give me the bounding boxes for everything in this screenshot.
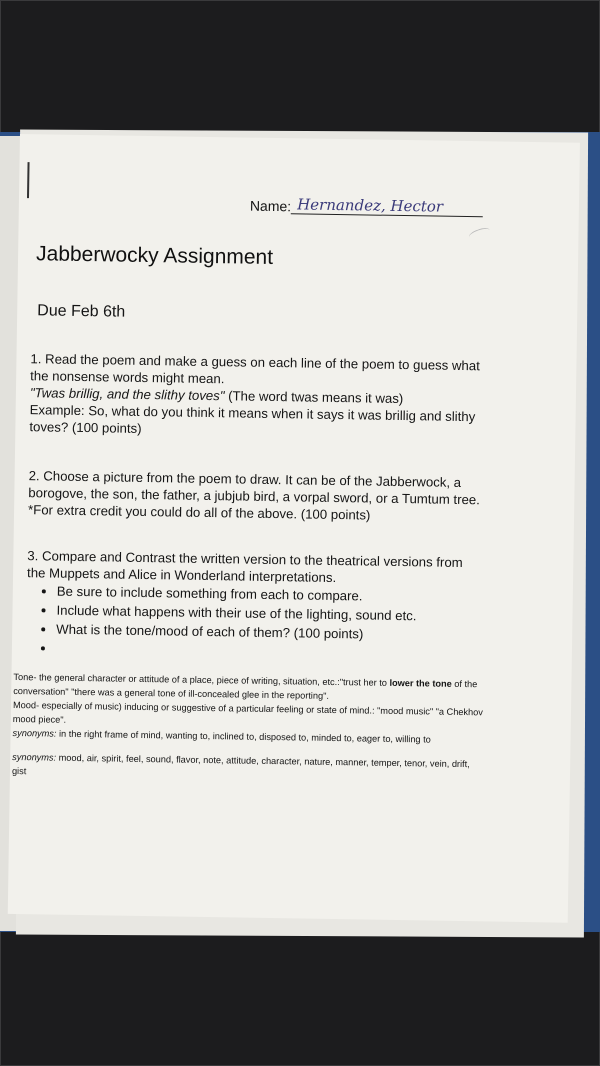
instruction-2-text: 2. Choose a picture from the poem to draw. It can be of the Jabberwock, a borogove, the son, the father, a jubjub bird, a vorpal sword, or a Tumtum tree. *For extra credit you could do all of the above. (100 points) — [27, 468, 480, 523]
bullet-item: • Be sure to include something from each to compare. — [57, 582, 482, 608]
instruction-3-bullets — [26, 581, 482, 664]
tone-def-b: of the conversation" "there was a general tone of ill-concealed glee in the reporting". — [13, 678, 478, 701]
poem-quote: "Twas brillig, and the slithy toves" — [29, 385, 225, 404]
synonyms-text-2: mood, air, spirit, feel, sound, flavor, note, attitude, character, nature, manner, temper, tenor, vein, drift, gist — [11, 752, 470, 777]
definitions — [12, 670, 484, 785]
name-label: Name: — [249, 197, 292, 215]
assignment-sheet — [8, 134, 580, 923]
instruction-1-example: Example: So, what do you think it means when it says it was brillig and slithy toves? (100 points) — [29, 402, 476, 436]
instruction-3 — [26, 547, 483, 664]
mood-def: - especially of music) inducing or suggestive of a particular feeling or state of mind.: "mood music" "a Chekhov mood piece". — [12, 700, 483, 725]
instruction-3-text: 3. Compare and Contrast the written version to the theatrical versions from the Muppets and Alice in Wonderland interpretations. — [26, 548, 463, 586]
synonyms-label-2: synonyms: — [12, 751, 57, 763]
mood-term: Mood — [12, 699, 37, 711]
tone-bold-phrase: lower the tone — [389, 677, 452, 689]
tone-def-a: - the general character or attitude of a place, piece of writing, situation, etc.:"trust her to — [33, 672, 390, 688]
instruction-1-text: 1. Read the poem and make a guess on each line of the poem to guess what the nonsense words might mean. — [30, 351, 480, 387]
due-date: Due Feb 6th — [37, 302, 126, 321]
pen-mark — [27, 162, 30, 198]
bullet-item: • What is the tone/mood of each of them? (100 points) — [56, 620, 481, 646]
pen-scribble — [468, 226, 492, 242]
student-name: Hernandez, Hector — [291, 195, 483, 217]
synonyms-label-1: synonyms: — [12, 727, 57, 739]
quote-note: (The word twas means it was) — [224, 388, 404, 407]
instruction-1 — [29, 350, 485, 442]
instruction-2 — [28, 467, 484, 525]
name-row — [250, 195, 484, 218]
page-title: Jabberwocky Assignment — [35, 242, 274, 269]
synonyms-text-1: in the right frame of mind, wanting to, inclined to, disposed to, minded to, eager to, willing to — [56, 728, 431, 745]
bullet-item: • Include what happens with their use of the lighting, sound etc. — [56, 601, 481, 627]
synonyms-line-2 — [12, 750, 482, 785]
tone-term: Tone — [13, 671, 34, 683]
